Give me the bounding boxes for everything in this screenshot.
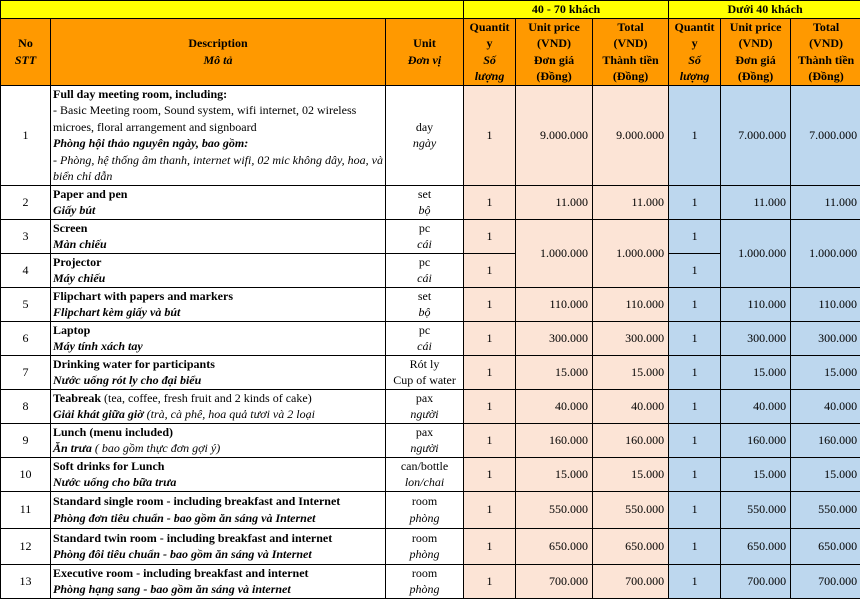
total-1: 650.000 (593, 528, 669, 564)
unit-en: Rót ly (388, 356, 461, 373)
item-title-detail: (tea, coffee, fresh fruit and 2 kinds of cake) (101, 391, 312, 405)
unit-price-2: 40.000 (721, 389, 791, 423)
unit-price-2: 15.000 (721, 457, 791, 491)
unit-price-1: 11.000 (516, 185, 593, 219)
row-number: 13 (1, 564, 51, 598)
qty-1: 1 (464, 457, 516, 491)
row-unit (386, 457, 464, 491)
total-1: 40.000 (593, 389, 669, 423)
qty-1: 1 (464, 253, 516, 287)
unit-vi: phòng (388, 510, 461, 527)
unit-en: room (388, 493, 461, 510)
row-unit: set bộ (386, 185, 464, 219)
table-row (1, 528, 860, 564)
row-number: 2 (1, 185, 51, 219)
item-title-vi: Phòng hạng sang - bao gồm ăn sáng và internet (53, 582, 291, 596)
item-title-vi: Giải khát giữa giờ (53, 407, 144, 421)
total-2: 15.000 (791, 355, 860, 389)
total-2: 650.000 (791, 528, 860, 564)
qty-1: 1 (464, 389, 516, 423)
unit-en: pax (388, 390, 461, 407)
unit-price-1: 700.000 (516, 564, 593, 598)
unit-en: room (388, 565, 461, 582)
row-number: 12 (1, 528, 51, 564)
row-unit (386, 491, 464, 528)
qty-2: 1 (669, 219, 721, 253)
row-description (51, 287, 386, 321)
row-description (51, 423, 386, 457)
qty-2: 1 (669, 491, 721, 528)
row-unit: pc cái (386, 253, 464, 287)
qty-2: 1 (669, 564, 721, 598)
unit-vi: bộ (388, 304, 461, 321)
header-unit-price-2: Unit price (VND) Đơn giá (Đồng) (721, 18, 791, 85)
unit-price-1: 1.000.000 (516, 219, 593, 287)
row-number: 4 (1, 253, 51, 287)
row-description (51, 457, 386, 491)
total-2: 700.000 (791, 564, 860, 598)
unit-price-2: 700.000 (721, 564, 791, 598)
row-number: 10 (1, 457, 51, 491)
unit-price-2: 110.000 (721, 287, 791, 321)
unit-price-2: 650.000 (721, 528, 791, 564)
table-row (1, 321, 860, 355)
item-title-vi: Ăn trưa (53, 441, 92, 455)
item-title: Standard single room - including breakfast and Internet (53, 494, 340, 508)
total-1: 550.000 (593, 491, 669, 528)
table-row (1, 491, 860, 528)
qty-1: 1 (464, 423, 516, 457)
row-unit: day ngày (386, 85, 464, 185)
unit-price-1: 550.000 (516, 491, 593, 528)
total-1: 11.000 (593, 185, 669, 219)
row-unit (386, 389, 464, 423)
row-description (51, 491, 386, 528)
table-row (1, 457, 860, 491)
item-title: Teabreak (53, 391, 101, 405)
qty-2: 1 (669, 355, 721, 389)
table-row (1, 219, 860, 253)
qty-2: 1 (669, 253, 721, 287)
total-2: 300.000 (791, 321, 860, 355)
qty-1: 1 (464, 185, 516, 219)
qty-2: 1 (669, 85, 721, 185)
total-1: 160.000 (593, 423, 669, 457)
unit-price-1: 160.000 (516, 423, 593, 457)
row-number: 7 (1, 355, 51, 389)
qty-2: 1 (669, 389, 721, 423)
unit-en: room (388, 530, 461, 547)
unit-price-1: 300.000 (516, 321, 593, 355)
row-number: 6 (1, 321, 51, 355)
unit-price-2: 160.000 (721, 423, 791, 457)
item-title: Executive room - including breakfast and internet (53, 566, 309, 580)
group-header-40-70: 40 - 70 khách (464, 1, 669, 19)
qty-1: 1 (464, 355, 516, 389)
row-number: 3 (1, 219, 51, 253)
total-2: 1.000.000 (791, 219, 860, 287)
total-1: 700.000 (593, 564, 669, 598)
unit-price-1: 9.000.000 (516, 85, 593, 185)
unit-en: pc (388, 322, 461, 339)
item-title-vi: Nước uống rót ly cho đại biểu (53, 373, 201, 387)
header-no: No STT (1, 18, 51, 85)
row-description: Full day meeting room, including: - Basic Meeting room, Sound system, wifi internet, 02 wireless microes, floral arrangement and signboard Phòng hội thảo nguyên ngày, bao gồm: - Phòng, hệ thống âm thanh, internet wifi, 02 mic không dây, hoa, và biển chỉ dẫn (51, 85, 386, 185)
total-1: 15.000 (593, 457, 669, 491)
qty-1: 1 (464, 287, 516, 321)
table-row (1, 185, 860, 219)
unit-vi: Cup of water (388, 372, 461, 389)
item-title-vi: Máy tính xách tay (53, 339, 143, 353)
table-row (1, 85, 860, 185)
row-unit (386, 564, 464, 598)
unit-price-2: 11.000 (721, 185, 791, 219)
item-title: Lunch (menu included) (53, 425, 173, 439)
row-description: Projector Máy chiếu (51, 253, 386, 287)
row-description (51, 321, 386, 355)
table-row (1, 564, 860, 598)
total-1: 110.000 (593, 287, 669, 321)
unit-price-2: 300.000 (721, 321, 791, 355)
row-unit: pc cái (386, 219, 464, 253)
table-row (1, 423, 860, 457)
total-2: 15.000 (791, 457, 860, 491)
header-unit: Unit Đơn vị (386, 18, 464, 85)
unit-vi: phòng (388, 546, 461, 563)
item-title: Drinking water for participants (53, 357, 215, 371)
row-number: 11 (1, 491, 51, 528)
item-title-vi: Phòng đôi tiêu chuẩn - bao gồm ăn sáng và Internet (53, 547, 312, 561)
row-description (51, 528, 386, 564)
unit-vi: cái (388, 338, 461, 355)
qty-2: 1 (669, 321, 721, 355)
row-unit (386, 423, 464, 457)
qty-2: 1 (669, 528, 721, 564)
qty-2: 1 (669, 423, 721, 457)
qty-1: 1 (464, 491, 516, 528)
item-title: Laptop (53, 323, 90, 337)
item-title-vi: Flipchart kèm giấy và bút (53, 305, 180, 319)
unit-price-1: 15.000 (516, 355, 593, 389)
item-title-vi: Nước uống cho bữa trưa (53, 475, 176, 489)
total-1: 9.000.000 (593, 85, 669, 185)
unit-price-2: 550.000 (721, 491, 791, 528)
item-title-vi: Phòng đơn tiêu chuẩn - bao gồm ăn sáng và Internet (53, 511, 316, 525)
row-description (51, 355, 386, 389)
unit-en: can/bottle (388, 458, 461, 475)
unit-price-2: 15.000 (721, 355, 791, 389)
item-title-vi-detail: ( bao gồm thực đơn gợi ý) (92, 441, 220, 455)
total-1: 15.000 (593, 355, 669, 389)
qty-2: 1 (669, 287, 721, 321)
row-number: 5 (1, 287, 51, 321)
column-header-row (1, 18, 860, 85)
header-total: Total (VND) Thành tiền (Đồng) (593, 18, 669, 85)
row-unit (386, 528, 464, 564)
table-row (1, 389, 860, 423)
item-title-vi-detail: (trà, cà phê, hoa quả tươi và 2 loại (144, 407, 315, 421)
group-header-under-40: Dưới 40 khách (669, 1, 860, 19)
item-title: Flipchart with papers and markers (53, 289, 233, 303)
qty-1: 1 (464, 528, 516, 564)
item-title: Standard twin room - including breakfast and internet (53, 531, 332, 545)
row-description (51, 564, 386, 598)
unit-vi: người (388, 440, 461, 457)
row-number: 9 (1, 423, 51, 457)
unit-vi: người (388, 406, 461, 423)
qty-1: 1 (464, 219, 516, 253)
row-number: 1 (1, 85, 51, 185)
qty-1: 1 (464, 85, 516, 185)
unit-en: set (388, 288, 461, 305)
unit-vi: phòng (388, 581, 461, 598)
blank-header-cell (1, 1, 464, 19)
total-2: 7.000.000 (791, 85, 860, 185)
unit-vi: lon/chai (388, 474, 461, 491)
row-number: 8 (1, 389, 51, 423)
qty-2: 1 (669, 457, 721, 491)
header-description: Description Mô tả (51, 18, 386, 85)
unit-price-2: 7.000.000 (721, 85, 791, 185)
row-unit (386, 355, 464, 389)
header-quantity-2: Quantit y Số lượng (669, 18, 721, 85)
unit-en: pax (388, 424, 461, 441)
qty-1: 1 (464, 564, 516, 598)
header-quantity: Quantit y Số lượng (464, 18, 516, 85)
qty-2: 1 (669, 185, 721, 219)
table-row (1, 287, 860, 321)
qty-1: 1 (464, 321, 516, 355)
header-total-2: Total (VND) Thành tiền (Đồng) (791, 18, 860, 85)
total-2: 160.000 (791, 423, 860, 457)
total-1: 300.000 (593, 321, 669, 355)
total-2: 110.000 (791, 287, 860, 321)
row-unit (386, 287, 464, 321)
row-description: Paper and pen Giấy bút (51, 185, 386, 219)
row-unit (386, 321, 464, 355)
total-2: 11.000 (791, 185, 860, 219)
row-description (51, 389, 386, 423)
total-1: 1.000.000 (593, 219, 669, 287)
unit-price-1: 650.000 (516, 528, 593, 564)
row-description: Screen Màn chiếu (51, 219, 386, 253)
item-title: Soft drinks for Lunch (53, 459, 164, 473)
unit-price-1: 110.000 (516, 287, 593, 321)
header-unit-price: Unit price (VND) Đơn giá (Đồng) (516, 18, 593, 85)
total-2: 550.000 (791, 491, 860, 528)
total-2: 40.000 (791, 389, 860, 423)
unit-price-1: 15.000 (516, 457, 593, 491)
table-row (1, 355, 860, 389)
unit-price-2: 1.000.000 (721, 219, 791, 287)
unit-price-1: 40.000 (516, 389, 593, 423)
